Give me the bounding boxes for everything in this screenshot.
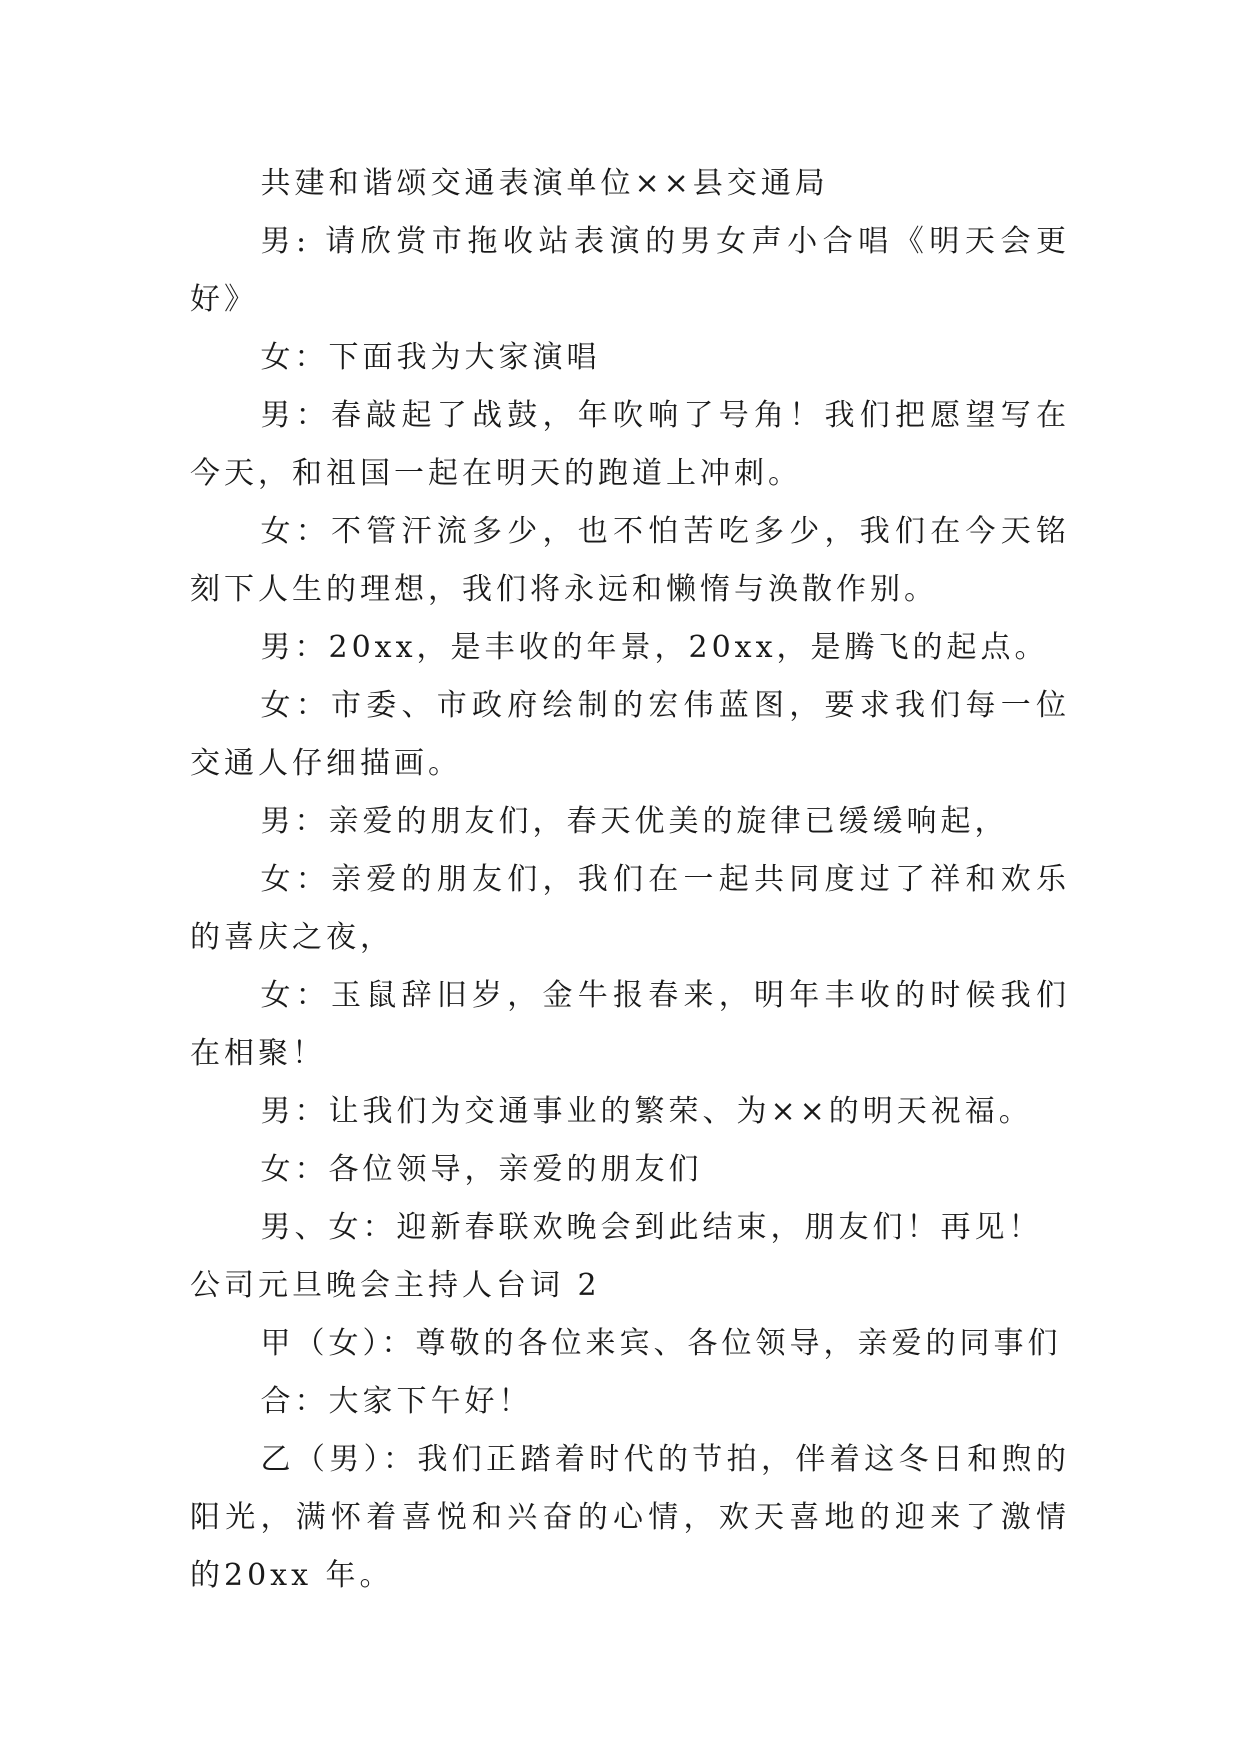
document-body [190, 155, 1070, 1605]
paragraph-female-leaders: 女：各位领导，亲爱的朋友们 [260, 1152, 703, 1187]
paragraph-both-closing: 男、女：迎新春联欢晚会到此结束，朋友们！再见！ [260, 1210, 1043, 1245]
paragraph-male-friends: 男：亲爱的朋友们，春天优美的旋律已缓缓响起， [260, 804, 1009, 839]
paragraph-male-intro-song: 男: 请欣赏市拖收站表演的男女声小合唱《明天会更好》 [190, 224, 1070, 317]
paragraph-performance-unit: 共建和谐颂交通表演单位××县交通局 [260, 166, 829, 201]
paragraph-male-spring-drums: 男：春敲起了战鼓，年吹响了号角！我们把愿望写在今天，和祖国一起在明天的跑道上冲刺。 [190, 398, 1070, 491]
paragraph-female-jade-rat: 女：玉鼠辞旧岁，金牛报春来，明年丰收的时候我们在相聚！ [190, 978, 1070, 1071]
paragraph-together-hello: 合：大家下午好！ [260, 1384, 533, 1419]
paragraph-yi-new-year: 乙（男）：我们正踏着时代的节拍，伴着这冬日和煦的阳光，满怀着喜悦和兴奋的心情，欢天喜地的迎来了激情的20xx 年。 [190, 1442, 1070, 1593]
section-heading: 公司元旦晚会主持人台词 2 [190, 1268, 601, 1303]
paragraph-male-blessing: 男：让我们为交通事业的繁荣、为××的明天祝福。 [260, 1094, 1033, 1129]
paragraph-female-sweat: 女：不管汗流多少，也不怕苦吃多少，我们在今天铭刻下人生的理想，我们将永远和懒惰与涣散作别。 [190, 514, 1070, 607]
paragraph-male-harvest: 男：20xx，是丰收的年景，20xx，是腾飞的起点。 [260, 630, 1049, 665]
paragraph-female-sing: 女：下面我为大家演唱 [260, 340, 601, 375]
paragraph-female-blueprint: 女：市委、市政府绘制的宏伟蓝图，要求我们每一位交通人仔细描画。 [190, 688, 1070, 781]
paragraph-jia-greeting: 甲（女）：尊敬的各位来宾、各位领导，亲爱的同事们 [260, 1326, 1062, 1361]
paragraph-female-friends: 女：亲爱的朋友们，我们在一起共同度过了祥和欢乐的喜庆之夜， [190, 862, 1070, 955]
